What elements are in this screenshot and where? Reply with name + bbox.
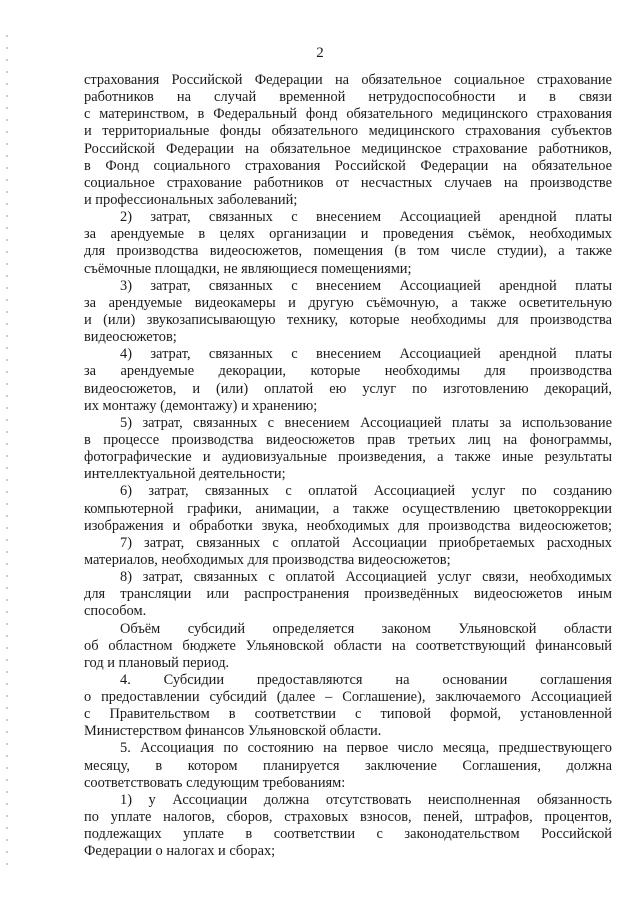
text-line: 8) затрат, связанных с оплатой Ассоциацией услуг связи, необходимых (120, 569, 612, 586)
text-line: 5) затрат, связанных с внесением Ассоциацией платы за использование (120, 414, 612, 431)
text-line: за арендуемые видеокамеры и другую съёмочную, а также осветительную (84, 294, 612, 311)
text-line: для трансляции или распространения произведённых видеосюжетов иным (84, 586, 612, 603)
text-line: 6) затрат, связанных с оплатой Ассоциацией услуг по созданию (120, 483, 612, 500)
text-line: изображения и обработки звука, необходимых для производства видеосюжетов; (84, 517, 612, 534)
text-line: с материнством, в Федеральный фонд обязательного медицинского страхования (84, 106, 612, 123)
text-line: за арендуемые декорации, которые необходимы для производства (84, 363, 612, 380)
text-line: Федерации о налогах и сборах; (84, 843, 276, 860)
text-line: 1) у Ассоциации должна отсутствовать неисполненная обязанность (120, 791, 612, 808)
text-line: 4) затрат, связанных с внесением Ассоциацией арендной платы (120, 346, 612, 363)
text-line: социальное страхование работников от несчастных случаев на производстве (84, 174, 612, 191)
text-line: съёмочные площадки, не являющиеся помещениями; (84, 260, 412, 277)
text-line: год и плановый период. (84, 654, 230, 671)
text-line: Министерством финансов Ульяновской области. (84, 723, 382, 740)
text-line: по уплате налогов, сборов, страховых взносов, пеней, штрафов, процентов, (84, 809, 612, 826)
text-line: за арендуемые в целях организации и проведения съёмок, необходимых (84, 226, 612, 243)
text-line: материалов, необходимых для производства видеосюжетов; (84, 551, 451, 568)
text-line: в процессе производства видеосюжетов прав третьих лиц на фонограммы, (84, 431, 612, 448)
text-line: компьютерной графики, анимации, а также осуществлению цветокоррекции (84, 500, 612, 517)
text-line: видеосюжетов, и (или) оплатой ею услуг по изготовлению декораций, (84, 380, 612, 397)
text-line: с Правительством в соответствии с типовой формой, установленной (84, 706, 612, 723)
binding-margin-dots (6, 30, 8, 870)
text-line: способом. (84, 603, 147, 620)
text-line: страхования Российской Федерации на обязательное социальное страхование (84, 72, 612, 88)
text-line: в Фонд социального страхования Российской Федерации на обязательное (84, 157, 612, 174)
text-line: подлежащих уплате в соответствии с законодательством Российской (84, 826, 612, 843)
text-line: Российской Федерации на обязательное медицинское страхование работников, (84, 140, 612, 157)
document-body (84, 72, 612, 860)
text-line: видеосюжетов; (84, 329, 177, 346)
text-line: 2) затрат, связанных с внесением Ассоциацией арендной платы (120, 209, 612, 226)
text-line: о предоставлении субсидий (далее – Соглашение), заключаемого Ассоциацией (84, 689, 612, 706)
text-line: и (или) звукозаписывающую технику, которые необходимы для производства (84, 311, 612, 328)
text-line: об областном бюджете Ульяновской области на соответствующий финансовый (84, 637, 612, 654)
text-line: 4. Субсидии предоставляются на основании соглашения (120, 671, 612, 688)
text-line: интеллектуальной деятельности; (84, 466, 286, 483)
text-line: фотографические и аудиовизуальные произведения, а также иные результаты (84, 449, 612, 466)
text-line: их монтажу (демонтажу) и хранению; (84, 397, 318, 414)
text-line: месяцу, в котором планируется заключение Соглашения, должна (84, 757, 612, 774)
text-line: Объём субсидий определяется законом Ульяновской области (120, 620, 612, 637)
text-line: и профессиональных заболеваний; (84, 191, 298, 208)
text-line: 5. Ассоциация по состоянию на первое число месяца, предшествующего (120, 740, 612, 757)
page-number: 2 (316, 45, 324, 61)
text-line: и территориальные фонды обязательного медицинского страхования субъектов (84, 123, 612, 140)
text-line: для производства видеосюжетов, помещения (в том числе студии), а также (84, 243, 612, 260)
text-line: соответствовать следующим требованиям: (84, 774, 346, 791)
text-line: работников на случай временной нетрудоспособности и в связи (84, 89, 612, 106)
text-line: 3) затрат, связанных с внесением Ассоциацией арендной платы (120, 277, 612, 294)
text-line: 7) затрат, связанных с оплатой Ассоциации приобретаемых расходных (120, 534, 612, 551)
